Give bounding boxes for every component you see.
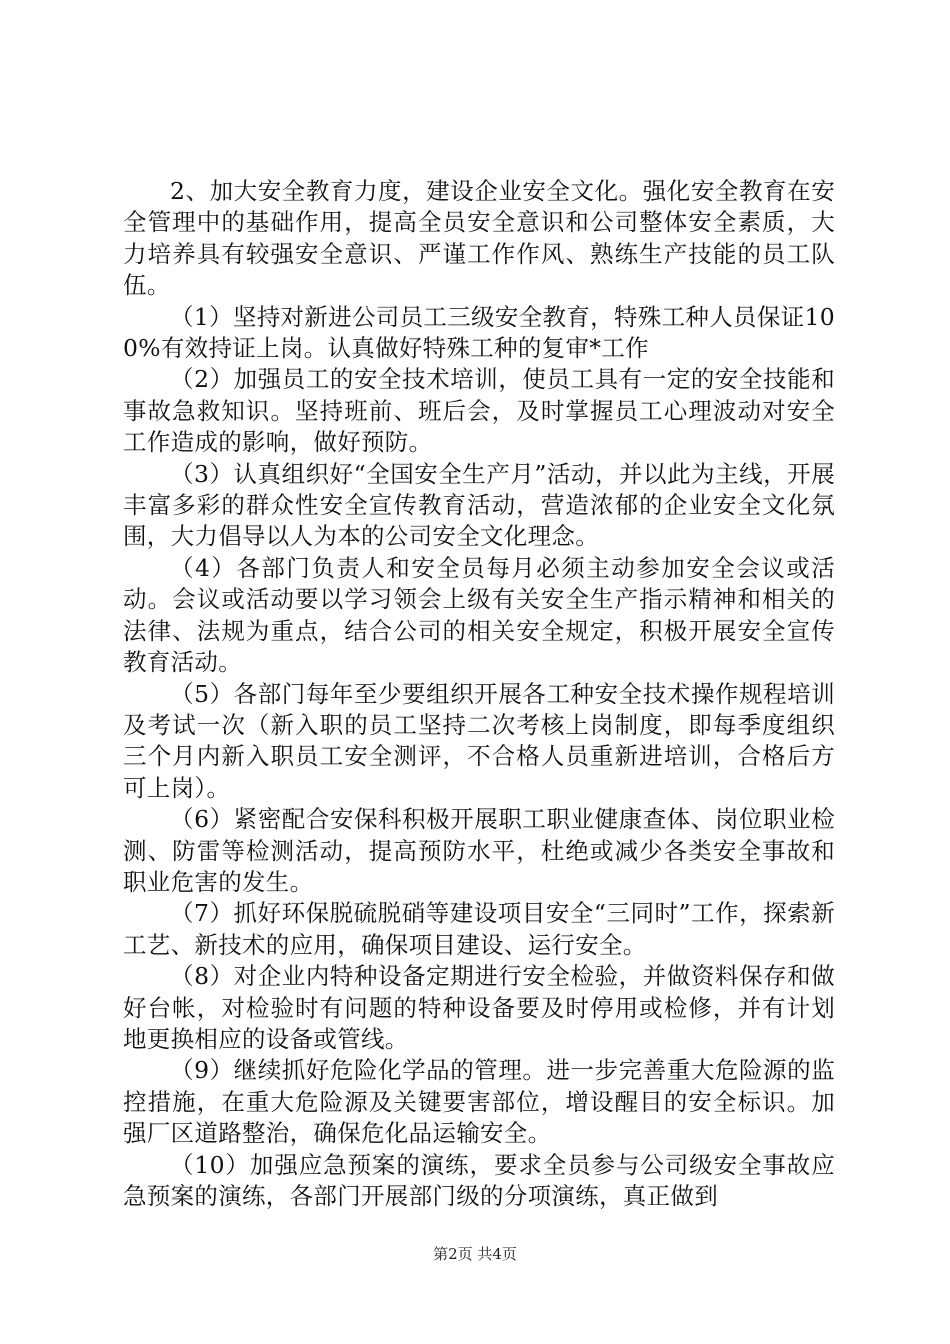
paragraph-item-2: （2）加强员工的安全技术培训，使员工具有一定的安全技能和事故急救知识。坚持班前、班后会，及时掌握员工心理波动对安全工作造成的影响，做好预防。 (123, 365, 835, 457)
paragraph-item-8: （8）对企业内特种设备定期进行安全检验，并做资料保存和做好台帐，对检验时有问题的特种设备要及时停用或检修，并有计划地更换相应的设备或管线。 (123, 962, 835, 1053)
paragraph-item-1: （1）坚持对新进公司员工三级安全教育，特殊工种人员保证100%有效持证上岗。认真做好特殊工种的复审*工作 (123, 302, 835, 363)
paragraph-item-7: （7）抓好环保脱硫脱硝等建设项目安全“三同时”工作，探索新工艺、新技术的应用，确保项目建设、运行安全。 (123, 899, 835, 959)
paragraph-item-4: （4）各部门负责人和安全员每月必须主动参加安全会议或活动。会议或活动要以学习领会上级有关安全生产指示精神和相关的法律、法规为重点，结合公司的相关安全规定，积极开展安全宣传教育活动。 (123, 553, 835, 677)
paragraph-item-6: （6）紧密配合安保科积极开展职工职业健康查体、岗位职业检测、防雷等检测活动，提高预防水平，杜绝或减少各类安全事故和职业危害的发生。 (123, 805, 835, 896)
paragraph-item-9: （9）继续抓好危险化学品的管理。进一步完善重大危险源的监控措施，在重大危险源及关键要害部位，增设醒目的安全标识。加强厂区道路整治，确保危化品运输安全。 (123, 1056, 835, 1148)
document-body (123, 176, 835, 1212)
paragraph-item-3: （3）认真组织好“全国安全生产月”活动，并以此为主线，开展丰富多彩的群众性安全宣传教育活动，营造浓郁的企业安全文化氛围，大力倡导以人为本的公司安全文化理念。 (123, 459, 835, 551)
paragraph-item-10: （10）加强应急预案的演练，要求全员参与公司级安全事故应急预案的演练，各部门开展部门级的分项演练，真正做到 (123, 1150, 835, 1210)
paragraph-section-2: 2、加大安全教育力度，建设企业安全文化。强化安全教育在安全管理中的基础作用，提高全员安全意识和公司整体安全素质，大力培养具有较强安全意识、严谨工作作风、熟练生产技能的员工队伍。 (123, 177, 835, 300)
paragraph-item-5: （5）各部门每年至少要组织开展各工种安全技术操作规程培训及考试一次（新入职的员工坚持二次考核上岗制度，即每季度组织三个月内新入职员工安全测评，不合格人员重新进培训，合格后方可上岗）。 (123, 679, 835, 802)
page-footer: 第2页 共4页 (433, 1245, 517, 1263)
